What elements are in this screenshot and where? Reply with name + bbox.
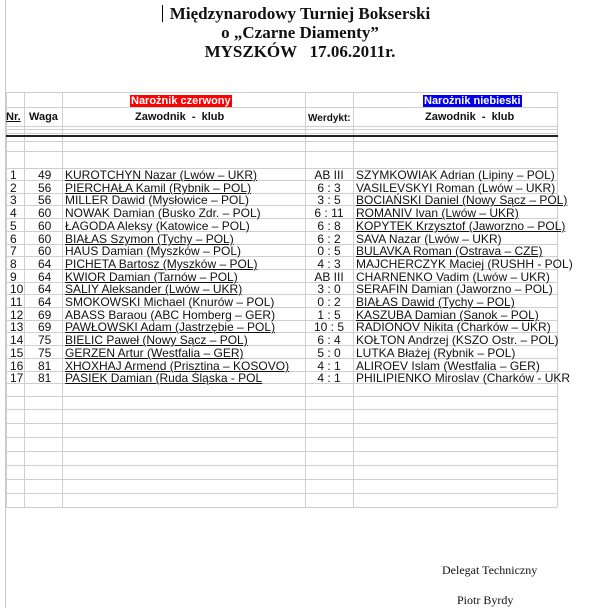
grid-line (6, 423, 557, 424)
red-fighter: HAUS Damian (Myszków – POL) (65, 244, 242, 258)
row-number: 12 (10, 308, 24, 322)
row-number: 14 (10, 333, 24, 347)
blue-fighter: BOCIAŃSKI Daniel (Nowy Sącz – POL) (356, 193, 568, 207)
verdict: 4 : 1 (317, 371, 341, 385)
red-fighter: XHOXHAJ Armend (Prisztina – KOSOVO) (65, 359, 290, 373)
grid-line (6, 133, 557, 134)
grid-line (6, 451, 557, 452)
signature-role: Delegat Techniczny (442, 563, 538, 577)
grid-line (6, 396, 557, 397)
date: 17.06.2011r. (309, 42, 396, 61)
row-number: 3 (10, 193, 17, 207)
row-weight: 69 (38, 308, 52, 322)
row-weight: 69 (38, 320, 52, 334)
row-weight: 60 (38, 244, 52, 258)
blue-fighter: BULAVKA Roman (Ostrava – CZE) (356, 244, 543, 258)
header-separator (6, 135, 558, 137)
red-fighter: MILLER Dawid (Mysłowice – POL) (65, 193, 250, 207)
blue-fighter: MAJCHERCZYK Maciej (RUSHH - POL) (356, 257, 573, 271)
grid-column-line (24, 92, 25, 507)
verdict: 6 : 11 (314, 206, 344, 220)
verdict: 6 : 2 (317, 232, 341, 246)
row-weight: 64 (38, 257, 52, 271)
grid-line (6, 479, 557, 480)
row-number: 7 (10, 244, 17, 258)
verdict: 4 : 3 (317, 257, 341, 271)
grid-column-line (6, 92, 7, 507)
row-number: 9 (10, 270, 17, 284)
grid-column-line (62, 92, 63, 507)
verdict: 6 : 8 (317, 219, 341, 233)
place: MYSZKÓW (204, 42, 297, 61)
row-weight: 81 (38, 359, 52, 373)
verdict: 1 : 5 (317, 308, 341, 322)
blue-corner-label: Narożnik niebieski (424, 95, 521, 107)
red-fighter: NOWAK Damian (Busko Zdr. – POL) (65, 206, 261, 220)
red-corner-label: Narożnik czerwony (131, 95, 231, 107)
verdict: 0 : 5 (317, 244, 341, 258)
verdict: AB III (314, 270, 344, 284)
row-number: 16 (10, 359, 24, 373)
blue-fighter: PHILIPIENKO Miroslav (Charków - UKR (356, 371, 571, 385)
col-verdict-header: Werdykt: (308, 113, 351, 124)
row-number: 5 (10, 219, 17, 233)
verdict: 6 : 4 (317, 333, 341, 347)
blue-fighter: SERAFIN Damian (Jaworzno – POL) (356, 282, 553, 296)
verdict: 4 : 1 (317, 359, 341, 373)
signature-name: Piotr Byrdy (457, 593, 514, 607)
grid-line (6, 507, 557, 508)
red-fighter: BIELIC Paweł (Nowy Sącz – POL) (65, 333, 248, 347)
row-number: 8 (10, 257, 17, 271)
row-weight: 60 (38, 219, 52, 233)
document-title: Międzynarodowy Turniej Bokserski (169, 4, 431, 23)
col-red-fighter-header: Zawodnik - klub (135, 111, 225, 123)
verdict: 0 : 2 (317, 295, 341, 309)
blue-fighter: CHARNENKO Vadim (Lwów – UKR) (356, 270, 550, 284)
grid-line (6, 126, 557, 127)
row-number: 2 (10, 181, 17, 195)
red-fighter: SMOKOWSKI Michael (Knurów – POL) (65, 295, 275, 309)
red-fighter: PAWŁOWSKI Adam (Jastrzębie – POL) (65, 320, 276, 334)
red-fighter: ABASS Baraou (ABC Homberg – GER) (65, 308, 276, 322)
red-fighter: GERZEN Artur (Westfalia – GER) (65, 346, 244, 360)
verdict: 10 : 5 (313, 320, 345, 334)
grid-line (6, 437, 557, 438)
row-weight: 60 (38, 206, 52, 220)
row-number: 13 (10, 320, 24, 334)
verdict: 6 : 3 (317, 181, 341, 195)
grid-line (6, 151, 557, 152)
blue-fighter: BIAŁAS Dawid (Tychy – POL) (356, 295, 515, 309)
row-weight: 81 (38, 371, 52, 385)
grid-line (6, 493, 557, 494)
red-fighter: PASIEK Damian (Ruda Śląska - POL (65, 371, 263, 385)
red-fighter: SALIY Aleksander (Lwów – UKR) (65, 282, 243, 296)
row-weight: 49 (38, 168, 52, 182)
blue-fighter: RADIONOV Nikita (Charków – UKR) (356, 320, 551, 334)
row-number: 6 (10, 232, 17, 246)
place-date (0, 42, 600, 61)
grid-column-line (353, 92, 354, 507)
grid-line (6, 141, 557, 142)
row-number: 4 (10, 206, 17, 220)
red-fighter: BIAŁAS Szymon (Tychy – POL) (65, 232, 234, 246)
blue-fighter: KOŁTON Andrzej (KSZO Ostr. – POL) (356, 333, 559, 347)
row-number: 1 (10, 168, 17, 182)
row-weight: 64 (38, 282, 52, 296)
col-waga-header: Waga (29, 111, 58, 123)
blue-fighter: SZYMKOWIAK Adrian (Lipiny – POL) (356, 168, 555, 182)
row-number: 15 (10, 346, 24, 360)
verdict: AB III (314, 168, 344, 182)
red-fighter: KUROTCHYN Nazar (Lwów – UKR) (65, 168, 258, 182)
row-number: 17 (10, 371, 24, 385)
blue-fighter: KOPYTEK Krzysztof (Jaworzno – POL) (356, 219, 566, 233)
grid-column-line (557, 92, 558, 507)
red-fighter: PIERCHAŁA Kamil (Rybnik – POL) (65, 181, 252, 195)
blue-fighter: SAVA Nazar (Lwów – UKR) (356, 232, 502, 246)
row-weight: 56 (38, 193, 52, 207)
blue-fighter: ALIROEV Islam (Westfalia – GER) (356, 359, 540, 373)
verdict: 3 : 0 (317, 282, 341, 296)
red-fighter: ŁAGODA Aleksy (Katowice – POL) (65, 219, 250, 233)
red-fighter: PICHETA Bartosz (Myszków – POL) (65, 257, 258, 271)
grid-line (6, 92, 557, 93)
row-weight: 64 (38, 295, 52, 309)
grid-line (6, 409, 557, 410)
blue-fighter: VASILEVSKYI Roman (Lwów – UKR) (356, 181, 556, 195)
verdict: 3 : 5 (317, 193, 341, 207)
row-number: 11 (10, 295, 23, 309)
col-blue-fighter-header: Zawodnik - klub (425, 111, 515, 123)
grid-line (6, 465, 557, 466)
blue-fighter: ROMANIV Ivan (Lwów – UKR) (356, 206, 519, 220)
row-weight: 64 (38, 270, 52, 284)
row-weight: 75 (38, 333, 52, 347)
col-nr-header: Nr. (6, 111, 21, 123)
row-weight: 75 (38, 346, 52, 360)
row-number: 10 (10, 282, 24, 296)
grid-line (6, 129, 557, 130)
blue-fighter: LUTKA Błażej (Rybnik – POL) (356, 346, 516, 360)
verdict: 5 : 0 (317, 346, 341, 360)
blue-fighter: KASZUBA Damian (Sanok – POL) (356, 308, 539, 322)
red-fighter: KWIOR Damian (Tarnów – POL) (65, 270, 238, 284)
row-weight: 60 (38, 232, 52, 246)
row-weight: 56 (38, 181, 52, 195)
document-subtitle: o „Czarne Diamenty” (221, 23, 379, 42)
